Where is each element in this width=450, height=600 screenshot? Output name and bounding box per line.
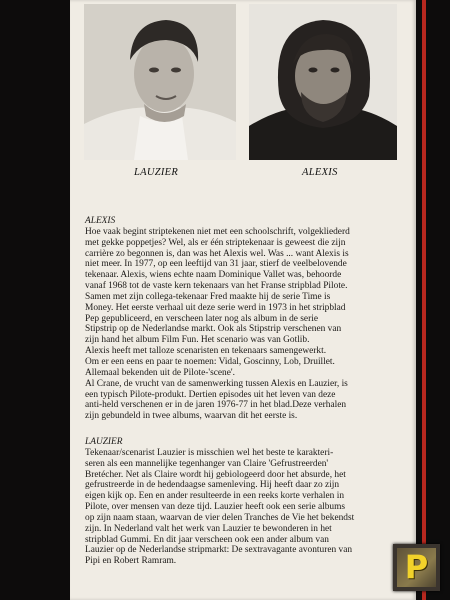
- lauzier-portrait-photo: [84, 4, 236, 160]
- text-line: vanaf 1968 tot de vaste kern tekenaars van het Franse stripblad Pilote.: [85, 281, 348, 292]
- text-line: op zijn naam staan, waarvan de vier delen Tranches de Vie het bekendst: [85, 512, 355, 523]
- red-edge-stripe: [422, 0, 426, 600]
- text-line: carrière zo begonnen is, dan was het Alexis wel. Was ... want Alexis is: [85, 248, 349, 259]
- text-line: gefrustreerde in de hedendaagse samenleving. Hij heeft daar zo zijn: [85, 480, 340, 491]
- text-line: Hoe vaak begint striptekenen niet met een schoolschrift, volgekliederd: [85, 226, 350, 237]
- text-line: Bretécher. Net als Claire wordt hij gebiologeerd door het absurde, het: [85, 469, 346, 480]
- text-line: een typisch Pilote-produkt. Dertien episodes uit het leven van deze: [85, 389, 336, 400]
- text-line: Lauzier op de Nederlandse stripmarkt: De sextravagante avonturen van: [85, 545, 353, 556]
- text-line: seren als een mannelijke tegenhanger van Claire 'Gefrustreerden': [85, 458, 329, 469]
- text-line: Alexis heeft met talloze scenaristen en tekenaars samengewerkt.: [85, 346, 327, 357]
- alexis-photo-caption: ALEXIS: [302, 167, 338, 178]
- text-line: Pipi en Robert Ramram.: [85, 556, 177, 567]
- text-line: Samen met zijn collega-tekenaar Fred maakte hij de serie Time is: [85, 291, 331, 302]
- text-line: met gekke poppetjes? Wel, als er één striptekenaar is geweest die zijn: [85, 237, 346, 248]
- book-back-cover: [70, 0, 416, 600]
- text-line: zijn gebundeld in twee albums, waarvan dit het eerste is.: [85, 411, 298, 422]
- lauzier-heading: LAUZIER: [85, 437, 123, 447]
- text-line: niet meer. In 1977, op een leeftijd van 31 jaar, stierf de veelbelovende: [85, 259, 347, 270]
- text-line: tekenaar. Alexis, wiens echte naam Dominique Vallet was, behoorde: [85, 270, 342, 281]
- alexis-biography: [85, 216, 407, 422]
- text-line: Pep gepubliceerd, en verscheen later nog als album in de serie: [85, 313, 318, 324]
- p-letter-icon: P: [404, 548, 429, 586]
- text-line: Tekenaar/scenarist Lauzier is misschien wel het beste te karakteri-: [85, 447, 334, 458]
- alexis-portrait-photo: [249, 4, 397, 160]
- text-line: Om er een eens en paar te noemen: Vidal, Goscinny, Lob, Druillet.: [85, 356, 335, 367]
- text-line: zijn hand het album Film Fun. Het scenario was van Gotlib.: [85, 335, 310, 346]
- publisher-logo: [393, 544, 440, 591]
- alexis-heading: ALEXIS: [85, 216, 116, 226]
- text-line: zijn. In Nederland valt het werk van Lauzier te bewonderen in het: [85, 523, 332, 534]
- text-line: Pilote, over mensen van deze tijd. Lauzier heeft ook een serie albums: [85, 502, 346, 513]
- text-line: Allemaal bekenden uit de Pilote-'scene'.: [85, 367, 235, 378]
- text-line: stripblad Gummi. En dit jaar verscheen ook een ander album van: [85, 534, 329, 545]
- text-line: anti-held verschenen er in de jaren 1976-77 in het blad.Deze verhalen: [85, 400, 347, 411]
- text-line: Al Crane, de vrucht van de samenwerking tussen Alexis en Lauzier, is: [85, 378, 348, 389]
- lauzier-biography: [85, 437, 407, 567]
- text-line: Money. Het eerste verhaal uit deze serie werd in 1973 in het stripblad: [85, 302, 346, 313]
- text-line: Stipstrip op de Nederlandse markt. Ook als Stipstrip verschenen van: [85, 324, 342, 335]
- text-line: eigen kijk op. Een en ander resulteerde in een reeks korte verhalen in: [85, 491, 345, 502]
- lauzier-photo-caption: LAUZIER: [134, 167, 179, 178]
